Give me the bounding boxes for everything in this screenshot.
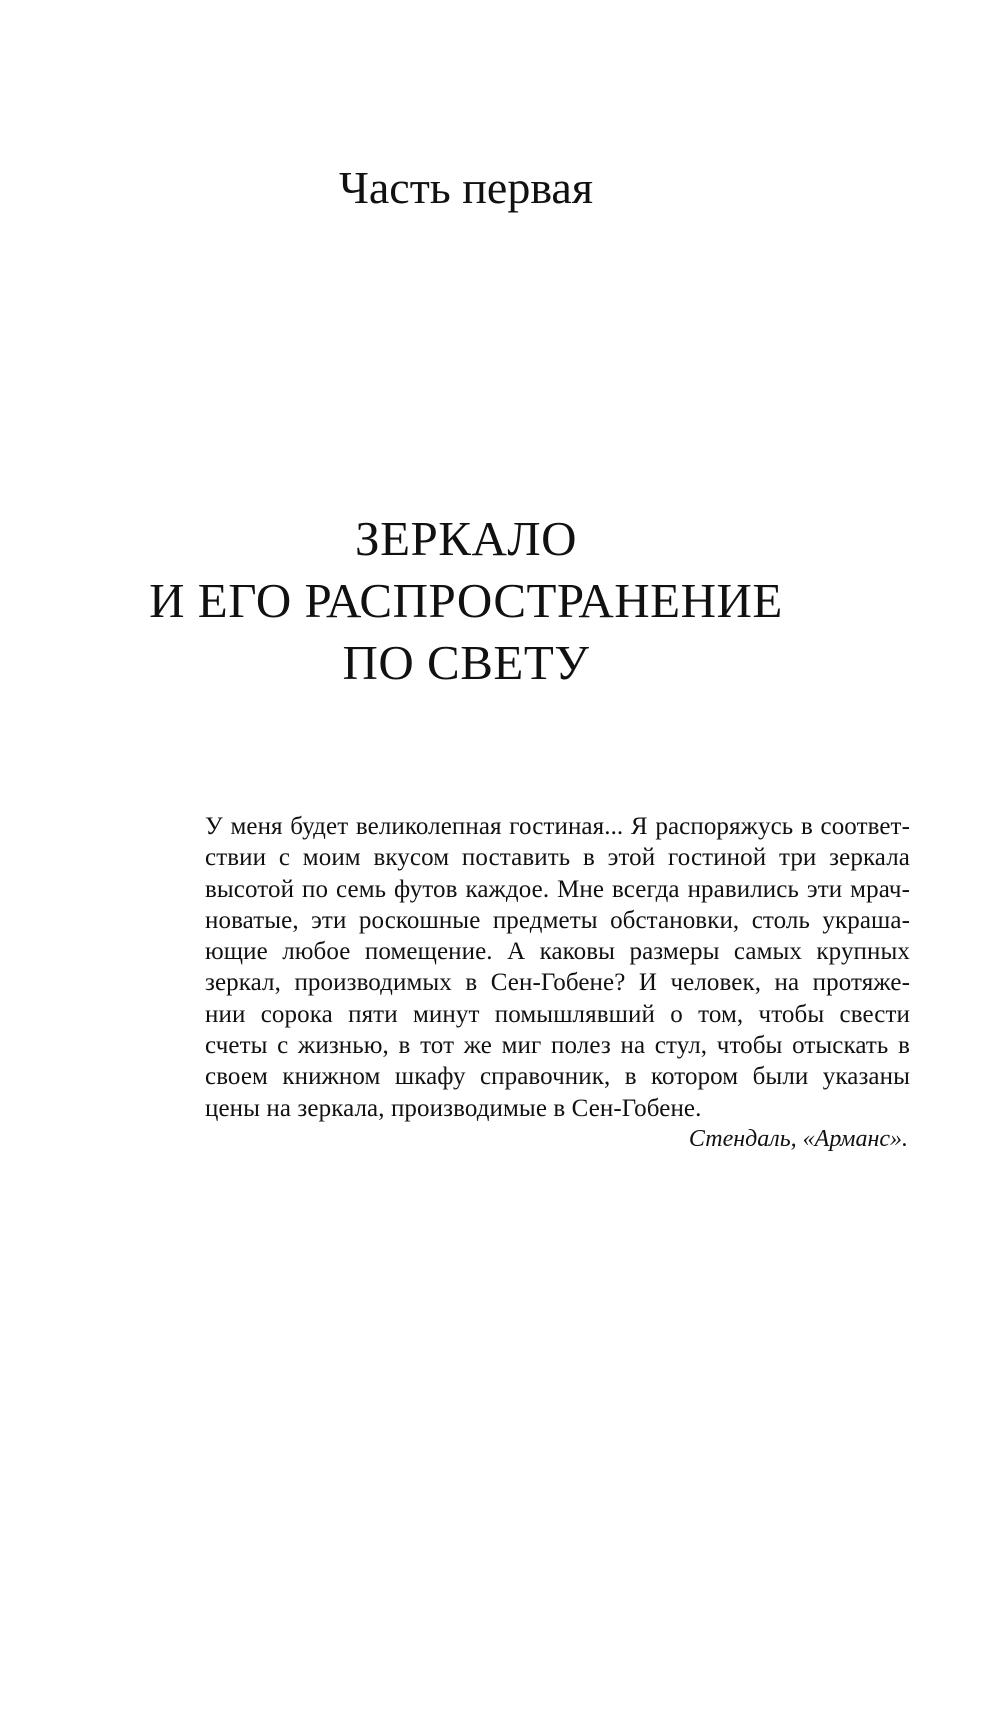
epigraph-line: зеркал, производимых в Сен-Гобене? И человек, на протяже- <box>205 969 910 997</box>
chapter-title-line: И ЕГО РАСПРОСТРАНЕНИЕ <box>149 573 783 628</box>
epigraph-line: своем книжном шкафу справочник, в котором были указаны <box>205 1063 910 1091</box>
epigraph-line: новатые, эти роскошные предметы обстановки, столь украша- <box>205 906 910 934</box>
epigraph-line: цены на зеркала, производимые в Сен-Гобене. <box>205 1094 702 1122</box>
chapter-title-line: ПО СВЕТУ <box>342 635 590 690</box>
epigraph-line: ющие любое помещение. А каковы размеры самых крупных <box>205 938 910 966</box>
epigraph-line: ствии с моим вкусом поставить в этой гостиной три зеркала <box>205 844 910 872</box>
epigraph-line: У меня будет великолепная гостиная... Я распоряжусь в соответ- <box>205 813 910 840</box>
epigraph-line: нии сорока пяти минут помышлявший о том, чтобы свести <box>205 1000 910 1028</box>
epigraph-line: счеты с жизнью, в тот же миг полез на стул, чтобы отыскать в <box>205 1032 910 1060</box>
epigraph-line: высотой по семь футов каждое. Мне всегда нравились эти мрач- <box>205 875 910 903</box>
chapter-title <box>0 508 932 694</box>
epigraph-source: Стендаль, «Арманс». <box>688 1125 908 1152</box>
part-title: Часть первая <box>338 162 594 213</box>
chapter-title-line: ЗЕРКАЛО <box>355 511 577 566</box>
epigraph <box>205 811 910 1155</box>
